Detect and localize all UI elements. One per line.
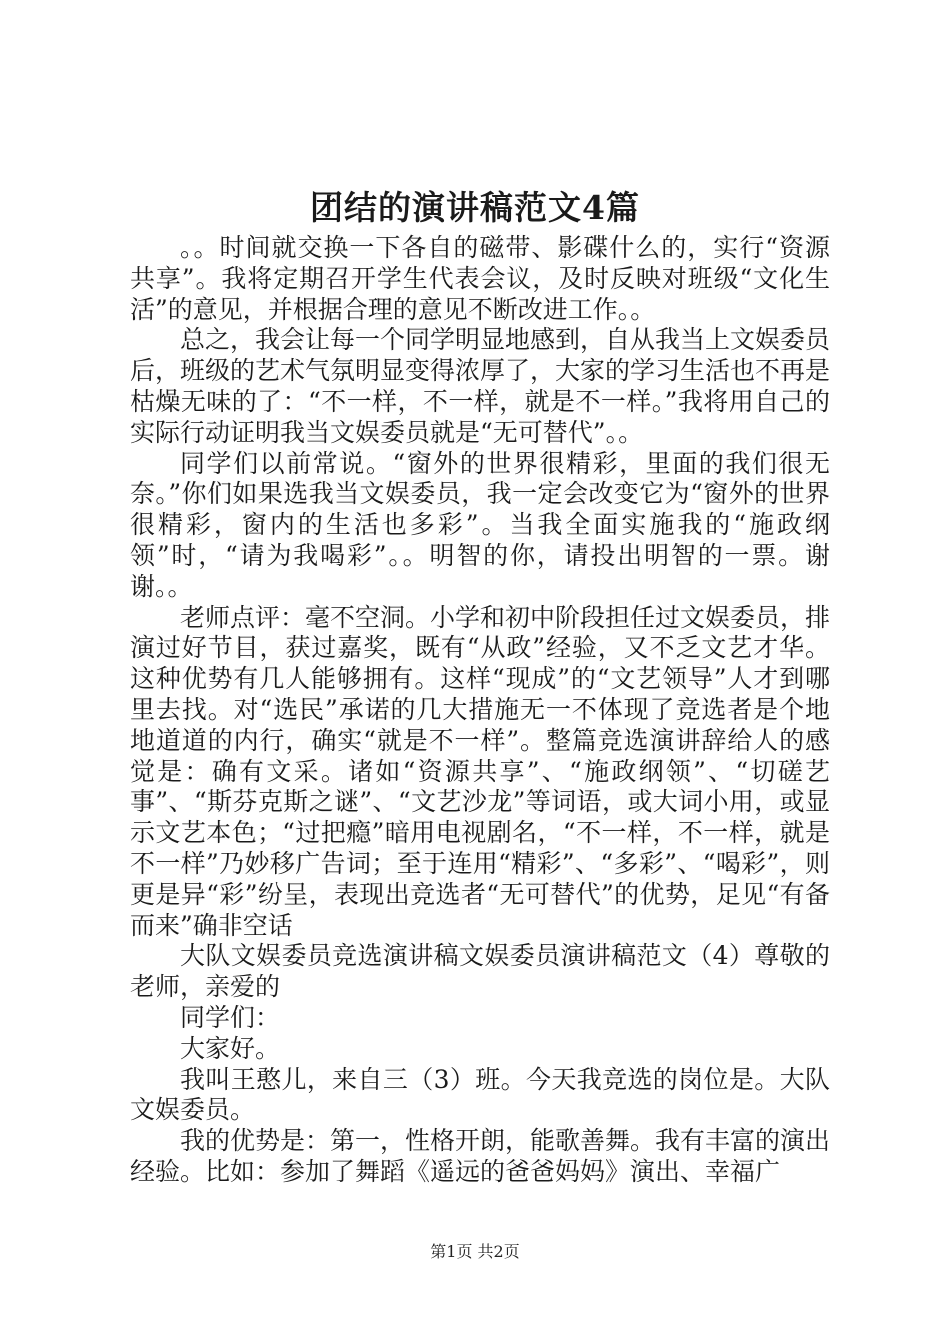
paragraph-5: 大队文娱委员竞选演讲稿文娱委员演讲稿范文（4）尊敬的老师，亲爱的 — [130, 941, 830, 1002]
paragraph-1: 。。时间就交换一下各自的磁带、影碟什么的，实行“资源共享”。我将定期召开学生代表会议，及时反映对班级“文化生活”的意见，并根据合理的意见不断改进工作。。 — [130, 233, 830, 324]
paragraph-6: 同学们： — [180, 1002, 281, 1032]
paragraph-8: 我叫王憨儿，来自三（3）班。今天我竞选的岗位是。大队文娱委员。 — [130, 1064, 830, 1125]
paragraph-7: 大家好。 — [180, 1033, 281, 1063]
paragraph-9: 我的优势是：第一，性格开朗，能歌善舞。我有丰富的演出经验。比如：参加了舞蹈《遥远的爸爸妈妈》演出、幸福广 — [130, 1126, 831, 1186]
paragraph-2: 总之，我会让每一个同学明显地感到，自从我当上文娱委员后，班级的艺术气氛明显变得浓厚了，大家的学习生活也不再是枯燥无味的了：“不一样，不一样，就是不一样。”我将用自己的实际行动证明我当文娱委员就是“无可替代”。。 — [130, 325, 831, 447]
page-title: 团结的演讲稿范文4篇 — [310, 188, 640, 227]
page-footer: 第1页 共2页 — [430, 1242, 520, 1261]
paragraph-3: 同学们以前常说。“窗外的世界很精彩，里面的我们很无奈。”你们如果选我当文娱委员，我一定会改变它为“窗外的世界很精彩，窗内的生活也多彩”。当我全面实施我的“施政纲领”时，“请为我喝彩”。。明智的你，请投出明智的一票。谢谢。。 — [130, 448, 830, 601]
paragraph-4: 老师点评：毫不空洞。小学和初中阶段担任过文娱委员，排演过好节目，获过嘉奖，既有“从政”经验，又不乏文艺才华。这种优势有几人能够拥有。这样“现成”的“文艺领导”人才到哪里去找。对“选民”承诺的几大措施无一不体现了竞选者是个地地道道的内行，确实“就是不一样”。整篇竞选演讲辞给人的感觉是：确有文采。诸如“资源共享”、“施政纲领”、“切磋艺事”、“斯芬克斯之谜”、“文艺沙龙”等词语，或大词小用，或显示文艺本色；“过把瘾”暗用电视剧名，“不一样，不一样，就是不一样”乃妙移广告词；至于连用“精彩”、“多彩”、“喝彩”，则更是异“彩”纷呈，表现出竞选者“无可替代”的优势，足见“有备而来”确非空话 — [130, 602, 831, 940]
document-body — [130, 233, 830, 1188]
